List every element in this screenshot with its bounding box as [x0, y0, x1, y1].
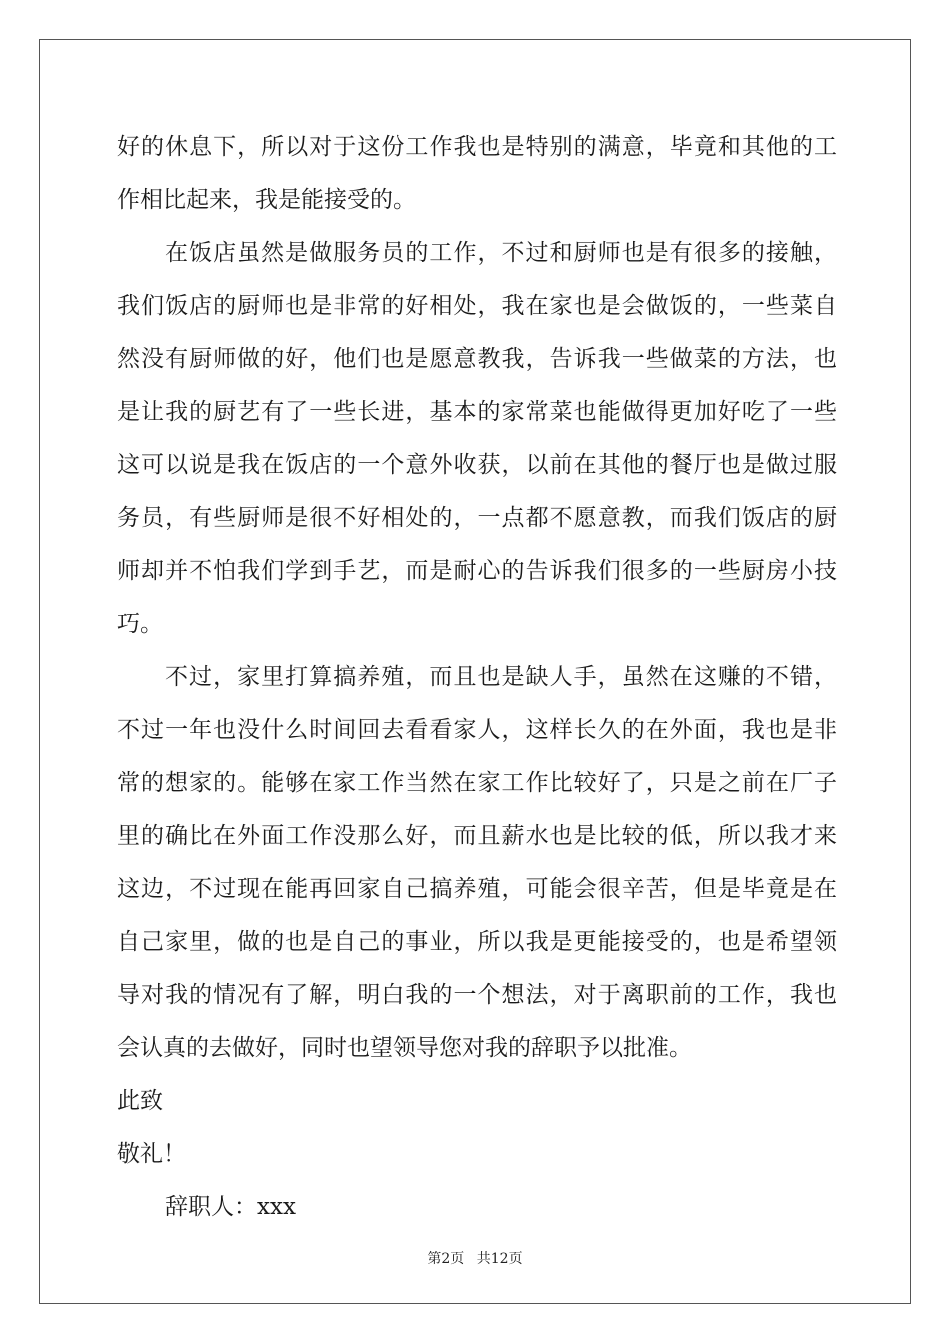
- text-line: 巧。: [117, 611, 163, 637]
- text-line: 会认真的去做好，同时也望领导您对我的辞职予以批准。: [117, 1035, 692, 1061]
- text-line: 这可以说是我在饭店的一个意外收获，以前在其他的餐厅也是做过服: [117, 452, 837, 478]
- letter-body: [117, 121, 837, 1234]
- text-line: 不过一年也没什么时间回去看看家人，这样长久的在外面，我也是非: [117, 717, 837, 743]
- page-number: 第2页: [427, 1251, 465, 1267]
- page-footer: [0, 1248, 950, 1268]
- text-line: 导对我的情况有了解，明白我的一个想法，对于离职前的工作，我也: [117, 982, 837, 1008]
- text-line: 这边，不过现在能再回家自己搞养殖，可能会很辛苦，但是毕竟是在: [117, 876, 837, 902]
- text-line: 在饭店虽然是做服务员的工作，不过和厨师也是有很多的接触，: [165, 240, 837, 266]
- text-line: 我们饭店的厨师也是非常的好相处，我在家也是会做饭的，一些菜自: [117, 293, 837, 319]
- closing-salutation: 此致: [117, 1088, 163, 1114]
- page-total: 共12页: [476, 1251, 523, 1267]
- text-line: 作相比起来，我是能接受的。: [117, 187, 416, 213]
- text-line: 里的确比在外面工作没那么好，而且薪水也是比较的低，所以我才来: [117, 823, 837, 849]
- closing-regards: 敬礼！: [117, 1141, 186, 1167]
- signature: 辞职人：xxx: [165, 1194, 296, 1220]
- text-line: 不过，家里打算搞养殖，而且也是缺人手，虽然在这赚的不错，: [165, 664, 837, 690]
- text-line: 师却并不怕我们学到手艺，而是耐心的告诉我们很多的一些厨房小技: [117, 558, 837, 584]
- text-line: 自己家里，做的也是自己的事业，所以我是更能接受的，也是希望领: [117, 929, 837, 955]
- text-line: 务员，有些厨师是很不好相处的，一点都不愿意教，而我们饭店的厨: [117, 505, 837, 531]
- text-line: 好的休息下，所以对于这份工作我也是特别的满意，毕竟和其他的工: [117, 134, 837, 160]
- text-line: 然没有厨师做的好，他们也是愿意教我，告诉我一些做菜的方法，也: [117, 346, 837, 372]
- text-line: 常的想家的。能够在家工作当然在家工作比较好了，只是之前在厂子: [117, 770, 837, 796]
- text-line: 是让我的厨艺有了一些长进，基本的家常菜也能做得更加好吃了一些: [117, 399, 837, 425]
